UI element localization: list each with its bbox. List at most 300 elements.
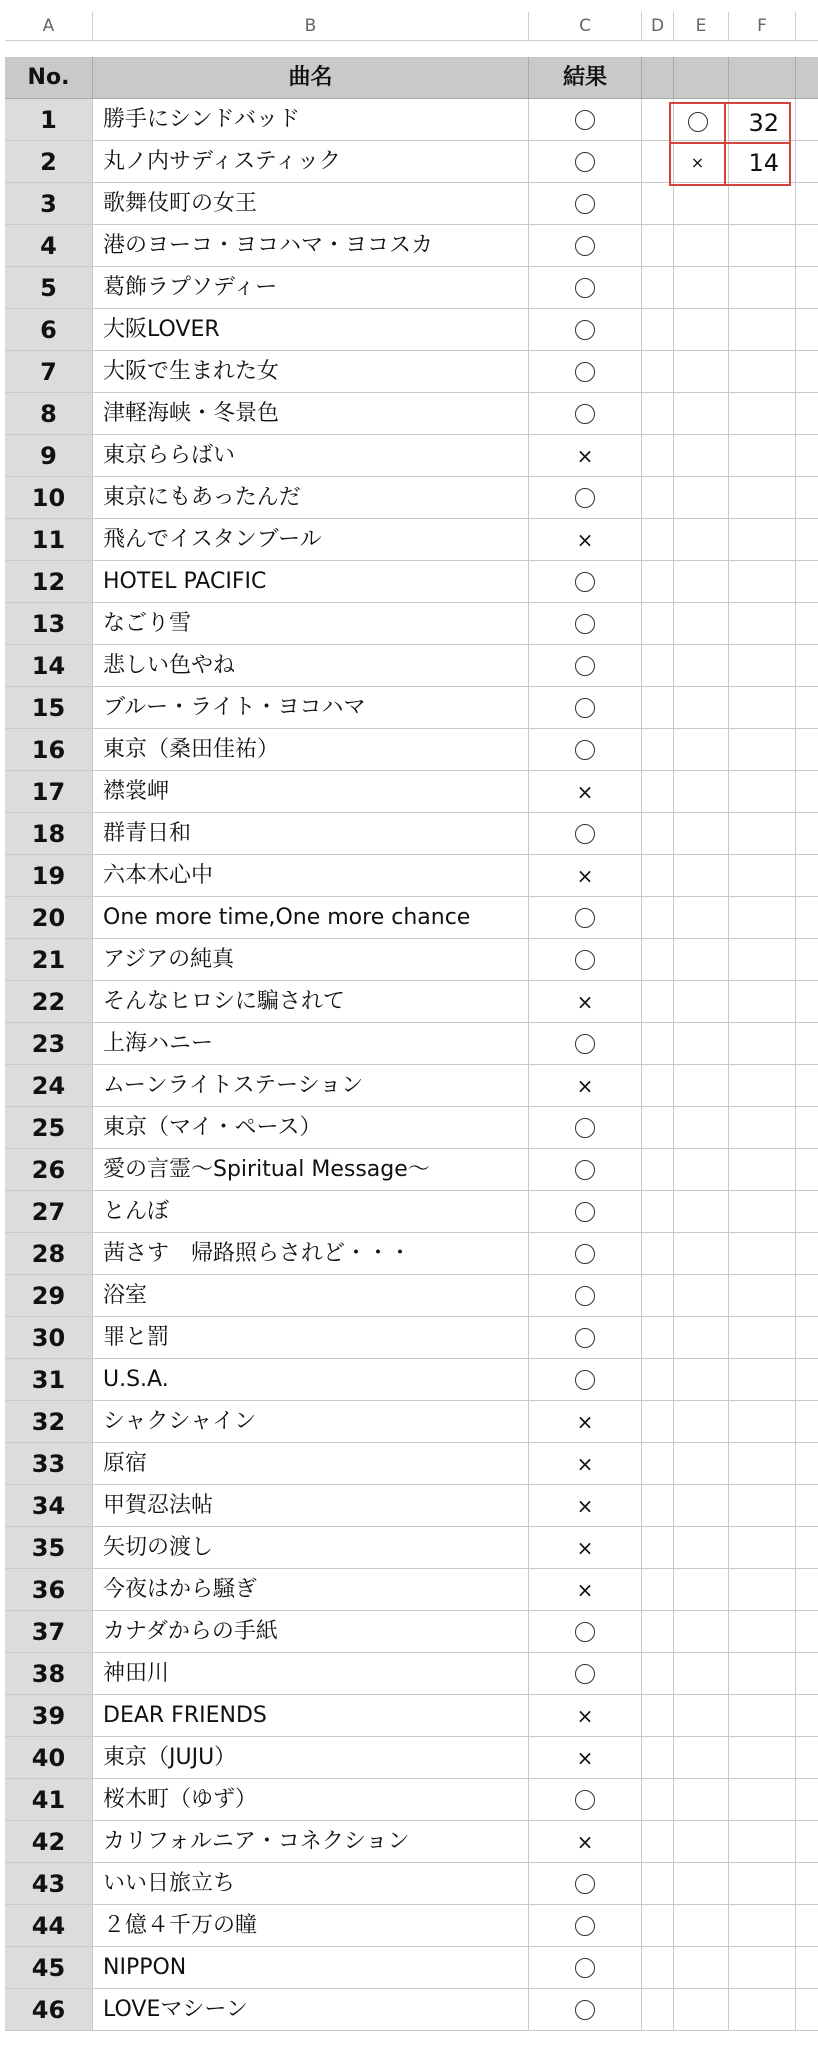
empty-cell-f[interactable] — [729, 309, 796, 351]
result-cell[interactable] — [529, 1443, 642, 1485]
empty-cell-e[interactable] — [674, 1863, 729, 1905]
empty-cell-f[interactable] — [729, 1359, 796, 1401]
empty-cell-d[interactable] — [642, 1569, 674, 1611]
row-number-cell[interactable]: 34 — [5, 1485, 93, 1527]
empty-cell-f[interactable] — [729, 1905, 796, 1947]
empty-cell-e[interactable] — [674, 771, 729, 813]
header-d-cell[interactable] — [642, 57, 674, 99]
empty-cell-d[interactable] — [642, 1863, 674, 1905]
row-number-cell[interactable]: 37 — [5, 1611, 93, 1653]
row-number-cell[interactable]: 9 — [5, 435, 93, 477]
empty-cell-g[interactable] — [796, 1737, 818, 1779]
empty-cell-e[interactable] — [674, 897, 729, 939]
empty-cell-d[interactable] — [642, 1317, 674, 1359]
empty-cell-d[interactable] — [642, 519, 674, 561]
empty-cell-d[interactable] — [642, 267, 674, 309]
row-number-cell[interactable]: 7 — [5, 351, 93, 393]
empty-cell-g[interactable] — [796, 1527, 818, 1569]
empty-cell-e[interactable] — [674, 435, 729, 477]
result-cell[interactable] — [529, 1611, 642, 1653]
row-number-cell[interactable]: 2 — [5, 141, 93, 183]
empty-cell-f[interactable] — [729, 1737, 796, 1779]
song-title-cell[interactable]: 大阪LOVER — [93, 309, 529, 351]
empty-cell-e[interactable] — [674, 1149, 729, 1191]
empty-cell-g[interactable] — [796, 1107, 818, 1149]
result-cell[interactable] — [529, 1863, 642, 1905]
song-title-cell[interactable]: U.S.A. — [93, 1359, 529, 1401]
row-number-cell[interactable]: 26 — [5, 1149, 93, 1191]
empty-cell-g[interactable] — [796, 771, 818, 813]
empty-cell-g[interactable] — [796, 99, 818, 141]
row-number-cell[interactable]: 33 — [5, 1443, 93, 1485]
empty-cell-f[interactable] — [729, 1191, 796, 1233]
song-title-cell[interactable]: そんなヒロシに騙されて — [93, 981, 529, 1023]
song-title-cell[interactable]: 東京ららばい — [93, 435, 529, 477]
row-number-cell[interactable]: 17 — [5, 771, 93, 813]
empty-cell-e[interactable] — [674, 267, 729, 309]
header-result[interactable]: 結果 — [529, 57, 642, 99]
empty-cell-d[interactable] — [642, 435, 674, 477]
song-title-cell[interactable]: 丸ノ内サディスティック — [93, 141, 529, 183]
empty-cell-e[interactable] — [674, 1695, 729, 1737]
empty-cell-g[interactable] — [796, 309, 818, 351]
result-cell[interactable] — [529, 897, 642, 939]
empty-cell-g[interactable] — [796, 1695, 818, 1737]
empty-cell-d[interactable] — [642, 729, 674, 771]
empty-cell-f[interactable] — [729, 897, 796, 939]
song-title-cell[interactable]: 群青日和 — [93, 813, 529, 855]
empty-cell-f[interactable] — [729, 1233, 796, 1275]
empty-cell-d[interactable] — [642, 351, 674, 393]
empty-cell-f[interactable] — [729, 1275, 796, 1317]
empty-cell-g[interactable] — [796, 1653, 818, 1695]
song-title-cell[interactable]: ブルー・ライト・ヨコハマ — [93, 687, 529, 729]
empty-cell-d[interactable] — [642, 1989, 674, 2031]
column-header-c[interactable]: C — [529, 12, 642, 41]
empty-cell-g[interactable] — [796, 813, 818, 855]
row-number-cell[interactable]: 41 — [5, 1779, 93, 1821]
empty-cell-d[interactable] — [642, 771, 674, 813]
result-cell[interactable] — [529, 1947, 642, 1989]
result-cell[interactable] — [529, 351, 642, 393]
empty-cell-g[interactable] — [796, 393, 818, 435]
empty-cell-f[interactable] — [729, 1485, 796, 1527]
empty-cell-e[interactable] — [674, 1191, 729, 1233]
empty-cell-g[interactable] — [796, 729, 818, 771]
empty-cell-d[interactable] — [642, 603, 674, 645]
empty-cell-e[interactable] — [674, 729, 729, 771]
empty-cell-g[interactable] — [796, 561, 818, 603]
empty-cell-f[interactable] — [729, 1779, 796, 1821]
row-number-cell[interactable]: 10 — [5, 477, 93, 519]
empty-cell-e[interactable] — [674, 351, 729, 393]
empty-cell-e[interactable] — [674, 1107, 729, 1149]
empty-cell-f[interactable] — [729, 1569, 796, 1611]
row-number-cell[interactable]: 25 — [5, 1107, 93, 1149]
song-title-cell[interactable]: DEAR FRIENDS — [93, 1695, 529, 1737]
row-number-cell[interactable]: 3 — [5, 183, 93, 225]
empty-cell-g[interactable] — [796, 183, 818, 225]
row-number-cell[interactable]: 35 — [5, 1527, 93, 1569]
row-number-cell[interactable]: 15 — [5, 687, 93, 729]
empty-cell-f[interactable] — [729, 225, 796, 267]
row-number-cell[interactable]: 42 — [5, 1821, 93, 1863]
row-number-cell[interactable]: 29 — [5, 1275, 93, 1317]
empty-cell-e[interactable] — [674, 645, 729, 687]
result-cell[interactable] — [529, 1065, 642, 1107]
empty-cell-g[interactable] — [796, 351, 818, 393]
song-title-cell[interactable]: 東京（JUJU） — [93, 1737, 529, 1779]
header-e-cell[interactable] — [674, 57, 729, 99]
empty-cell-f[interactable] — [729, 1947, 796, 1989]
empty-cell-d[interactable] — [642, 687, 674, 729]
empty-cell-g[interactable] — [796, 939, 818, 981]
song-title-cell[interactable]: 原宿 — [93, 1443, 529, 1485]
empty-cell-e[interactable] — [674, 1317, 729, 1359]
empty-cell-d[interactable] — [642, 1821, 674, 1863]
result-cell[interactable] — [529, 1779, 642, 1821]
empty-cell-e[interactable] — [674, 1065, 729, 1107]
summary-count-cell[interactable]: 14 — [724, 144, 791, 186]
empty-cell-d[interactable] — [642, 1611, 674, 1653]
song-title-cell[interactable]: LOVEマシーン — [93, 1989, 529, 2031]
empty-cell-f[interactable] — [729, 687, 796, 729]
song-title-cell[interactable]: 葛飾ラプソディー — [93, 267, 529, 309]
empty-cell-d[interactable] — [642, 1107, 674, 1149]
empty-cell-f[interactable] — [729, 603, 796, 645]
empty-cell-g[interactable] — [796, 1863, 818, 1905]
empty-cell-g[interactable] — [796, 1275, 818, 1317]
empty-cell-g[interactable] — [796, 225, 818, 267]
empty-cell-d[interactable] — [642, 939, 674, 981]
empty-cell-d[interactable] — [642, 1443, 674, 1485]
song-title-cell[interactable]: HOTEL PACIFIC — [93, 561, 529, 603]
row-number-cell[interactable]: 32 — [5, 1401, 93, 1443]
empty-cell-e[interactable] — [674, 1275, 729, 1317]
result-cell[interactable] — [529, 1905, 642, 1947]
result-cell[interactable] — [529, 1317, 642, 1359]
result-cell[interactable] — [529, 393, 642, 435]
result-cell[interactable] — [529, 729, 642, 771]
empty-cell-f[interactable] — [729, 1653, 796, 1695]
song-title-cell[interactable]: 神田川 — [93, 1653, 529, 1695]
empty-cell-g[interactable] — [796, 519, 818, 561]
row-number-cell[interactable]: 38 — [5, 1653, 93, 1695]
empty-cell-f[interactable] — [729, 1863, 796, 1905]
empty-cell-g[interactable] — [796, 1569, 818, 1611]
empty-cell-d[interactable] — [642, 813, 674, 855]
empty-cell-e[interactable] — [674, 1023, 729, 1065]
row-number-cell[interactable]: 43 — [5, 1863, 93, 1905]
column-header-b[interactable]: B — [93, 12, 529, 41]
empty-cell-d[interactable] — [642, 309, 674, 351]
empty-cell-g[interactable] — [796, 477, 818, 519]
song-title-cell[interactable]: カリフォルニア・コネクション — [93, 1821, 529, 1863]
empty-cell-g[interactable] — [796, 1023, 818, 1065]
empty-cell-d[interactable] — [642, 1695, 674, 1737]
result-cell[interactable] — [529, 1989, 642, 2031]
empty-cell-g[interactable] — [796, 1443, 818, 1485]
empty-cell-g[interactable] — [796, 267, 818, 309]
header-f-cell[interactable] — [729, 57, 796, 99]
summary-mark-cell[interactable] — [669, 102, 726, 144]
song-title-cell[interactable]: 罪と罰 — [93, 1317, 529, 1359]
empty-cell-g[interactable] — [796, 1359, 818, 1401]
empty-cell-d[interactable] — [642, 561, 674, 603]
empty-cell-d[interactable] — [642, 1527, 674, 1569]
row-number-cell[interactable]: 6 — [5, 309, 93, 351]
empty-cell-f[interactable] — [729, 1107, 796, 1149]
empty-cell-e[interactable] — [674, 1485, 729, 1527]
row-number-cell[interactable]: 8 — [5, 393, 93, 435]
empty-cell-d[interactable] — [642, 1023, 674, 1065]
empty-cell-f[interactable] — [729, 519, 796, 561]
result-cell[interactable] — [529, 183, 642, 225]
row-number-cell[interactable]: 24 — [5, 1065, 93, 1107]
song-title-cell[interactable]: 愛の言霊〜Spiritual Message〜 — [93, 1149, 529, 1191]
empty-cell-e[interactable] — [674, 1905, 729, 1947]
empty-cell-e[interactable] — [674, 1527, 729, 1569]
empty-cell-f[interactable] — [729, 477, 796, 519]
result-cell[interactable] — [529, 1359, 642, 1401]
song-title-cell[interactable]: なごり雪 — [93, 603, 529, 645]
empty-cell-f[interactable] — [729, 1149, 796, 1191]
empty-cell-g[interactable] — [796, 1485, 818, 1527]
empty-cell-g[interactable] — [796, 1947, 818, 1989]
row-number-cell[interactable]: 23 — [5, 1023, 93, 1065]
song-title-cell[interactable]: 六本木心中 — [93, 855, 529, 897]
empty-cell-d[interactable] — [642, 1779, 674, 1821]
row-number-cell[interactable]: 13 — [5, 603, 93, 645]
empty-cell-f[interactable] — [729, 1611, 796, 1653]
empty-cell-e[interactable] — [674, 603, 729, 645]
empty-cell-f[interactable] — [729, 267, 796, 309]
song-title-cell[interactable]: 襟裳岬 — [93, 771, 529, 813]
empty-cell-g[interactable] — [796, 141, 818, 183]
empty-cell-e[interactable] — [674, 1359, 729, 1401]
row-number-cell[interactable]: 19 — [5, 855, 93, 897]
song-title-cell[interactable]: 茜さす 帰路照らされど・・・ — [93, 1233, 529, 1275]
result-cell[interactable] — [529, 1191, 642, 1233]
song-title-cell[interactable]: 東京（桑田佳祐） — [93, 729, 529, 771]
empty-cell-d[interactable] — [642, 1947, 674, 1989]
result-cell[interactable] — [529, 267, 642, 309]
song-title-cell[interactable]: カナダからの手紙 — [93, 1611, 529, 1653]
song-title-cell[interactable]: 桜木町（ゆず） — [93, 1779, 529, 1821]
row-number-cell[interactable]: 39 — [5, 1695, 93, 1737]
song-title-cell[interactable]: 勝手にシンドバッド — [93, 99, 529, 141]
row-number-cell[interactable]: 46 — [5, 1989, 93, 2031]
result-cell[interactable] — [529, 1527, 642, 1569]
column-header-a[interactable]: A — [5, 12, 93, 41]
empty-cell-f[interactable] — [729, 1023, 796, 1065]
result-cell[interactable] — [529, 855, 642, 897]
result-cell[interactable] — [529, 519, 642, 561]
empty-cell-e[interactable] — [674, 393, 729, 435]
empty-cell-g[interactable] — [796, 1779, 818, 1821]
empty-cell-e[interactable] — [674, 183, 729, 225]
empty-cell-d[interactable] — [642, 225, 674, 267]
empty-cell-g[interactable] — [796, 1233, 818, 1275]
row-number-cell[interactable]: 21 — [5, 939, 93, 981]
row-number-cell[interactable]: 16 — [5, 729, 93, 771]
empty-cell-d[interactable] — [642, 1233, 674, 1275]
result-cell[interactable] — [529, 561, 642, 603]
result-cell[interactable] — [529, 1737, 642, 1779]
song-title-cell[interactable]: NIPPON — [93, 1947, 529, 1989]
song-title-cell[interactable]: ムーンライトステーション — [93, 1065, 529, 1107]
song-title-cell[interactable]: 津軽海峡・冬景色 — [93, 393, 529, 435]
empty-cell-e[interactable] — [674, 1989, 729, 2031]
empty-cell-f[interactable] — [729, 729, 796, 771]
empty-cell-d[interactable] — [642, 1905, 674, 1947]
empty-cell-g[interactable] — [796, 1905, 818, 1947]
empty-cell-d[interactable] — [642, 1149, 674, 1191]
song-title-cell[interactable]: 今夜はから騒ぎ — [93, 1569, 529, 1611]
row-number-cell[interactable]: 22 — [5, 981, 93, 1023]
empty-cell-g[interactable] — [796, 603, 818, 645]
song-title-cell[interactable]: シャクシャイン — [93, 1401, 529, 1443]
empty-cell-f[interactable] — [729, 351, 796, 393]
song-title-cell[interactable]: One more time,One more chance — [93, 897, 529, 939]
header-title[interactable]: 曲名 — [93, 57, 529, 99]
result-cell[interactable] — [529, 435, 642, 477]
empty-cell-f[interactable] — [729, 1443, 796, 1485]
result-cell[interactable] — [529, 1107, 642, 1149]
empty-cell-e[interactable] — [674, 477, 729, 519]
empty-cell-g[interactable] — [796, 981, 818, 1023]
empty-cell-e[interactable] — [674, 687, 729, 729]
empty-cell-f[interactable] — [729, 1989, 796, 2031]
empty-cell-e[interactable] — [674, 939, 729, 981]
row-number-cell[interactable]: 30 — [5, 1317, 93, 1359]
row-number-cell[interactable]: 27 — [5, 1191, 93, 1233]
song-title-cell[interactable]: 飛んでイスタンブール — [93, 519, 529, 561]
song-title-cell[interactable]: 東京にもあったんだ — [93, 477, 529, 519]
row-number-cell[interactable]: 5 — [5, 267, 93, 309]
result-cell[interactable] — [529, 1695, 642, 1737]
song-title-cell[interactable]: いい日旅立ち — [93, 1863, 529, 1905]
empty-cell-d[interactable] — [642, 897, 674, 939]
result-cell[interactable] — [529, 1569, 642, 1611]
row-number-cell[interactable]: 20 — [5, 897, 93, 939]
row-number-cell[interactable]: 36 — [5, 1569, 93, 1611]
row-number-cell[interactable]: 45 — [5, 1947, 93, 1989]
result-cell[interactable] — [529, 225, 642, 267]
empty-cell-d[interactable] — [642, 1485, 674, 1527]
column-header-d[interactable]: D — [642, 12, 674, 41]
empty-cell-g[interactable] — [796, 897, 818, 939]
empty-cell-f[interactable] — [729, 435, 796, 477]
row-number-cell[interactable]: 18 — [5, 813, 93, 855]
empty-cell-g[interactable] — [796, 687, 818, 729]
result-cell[interactable] — [529, 813, 642, 855]
empty-cell-d[interactable] — [642, 1275, 674, 1317]
empty-cell-g[interactable] — [796, 1989, 818, 2031]
empty-cell-g[interactable] — [796, 1611, 818, 1653]
row-number-cell[interactable]: 1 — [5, 99, 93, 141]
empty-cell-f[interactable] — [729, 771, 796, 813]
empty-cell-e[interactable] — [674, 225, 729, 267]
header-no[interactable]: No. — [5, 57, 93, 99]
empty-cell-d[interactable] — [642, 1359, 674, 1401]
header-g-cell[interactable] — [796, 57, 818, 99]
song-title-cell[interactable]: 矢切の渡し — [93, 1527, 529, 1569]
result-cell[interactable] — [529, 603, 642, 645]
result-cell[interactable] — [529, 1233, 642, 1275]
empty-cell-f[interactable] — [729, 1695, 796, 1737]
empty-cell-d[interactable] — [642, 1737, 674, 1779]
empty-cell-f[interactable] — [729, 183, 796, 225]
empty-cell-d[interactable] — [642, 645, 674, 687]
row-number-cell[interactable]: 44 — [5, 1905, 93, 1947]
empty-cell-e[interactable] — [674, 561, 729, 603]
empty-cell-f[interactable] — [729, 1401, 796, 1443]
song-title-cell[interactable]: 東京（マイ・ペース） — [93, 1107, 529, 1149]
empty-cell-f[interactable] — [729, 939, 796, 981]
empty-cell-e[interactable] — [674, 1779, 729, 1821]
result-cell[interactable] — [529, 1023, 642, 1065]
song-title-cell[interactable]: 大阪で生まれた女 — [93, 351, 529, 393]
empty-cell-e[interactable] — [674, 1737, 729, 1779]
empty-cell-g[interactable] — [796, 645, 818, 687]
summary-mark-cell[interactable]: × — [669, 144, 726, 186]
empty-cell-d[interactable] — [642, 477, 674, 519]
row-number-cell[interactable]: 28 — [5, 1233, 93, 1275]
result-cell[interactable] — [529, 1149, 642, 1191]
song-title-cell[interactable]: とんぼ — [93, 1191, 529, 1233]
empty-cell-e[interactable] — [674, 1653, 729, 1695]
empty-cell-d[interactable] — [642, 1653, 674, 1695]
result-cell[interactable] — [529, 1821, 642, 1863]
empty-cell-g[interactable] — [796, 435, 818, 477]
row-number-cell[interactable]: 11 — [5, 519, 93, 561]
result-cell[interactable] — [529, 1401, 642, 1443]
result-cell[interactable] — [529, 477, 642, 519]
empty-cell-g[interactable] — [796, 855, 818, 897]
empty-cell-e[interactable] — [674, 1233, 729, 1275]
empty-cell-d[interactable] — [642, 1065, 674, 1107]
song-title-cell[interactable]: 歌舞伎町の女王 — [93, 183, 529, 225]
empty-cell-d[interactable] — [642, 981, 674, 1023]
empty-cell-e[interactable] — [674, 519, 729, 561]
row-number-cell[interactable]: 14 — [5, 645, 93, 687]
column-header-e[interactable]: E — [674, 12, 729, 41]
empty-cell-f[interactable] — [729, 813, 796, 855]
empty-cell-e[interactable] — [674, 1443, 729, 1485]
song-title-cell[interactable]: 港のヨーコ・ヨコハマ・ヨコスカ — [93, 225, 529, 267]
empty-cell-d[interactable] — [642, 855, 674, 897]
empty-cell-d[interactable] — [642, 1191, 674, 1233]
empty-cell-e[interactable] — [674, 1569, 729, 1611]
song-title-cell[interactable]: ２億４千万の瞳 — [93, 1905, 529, 1947]
song-title-cell[interactable]: 上海ハニー — [93, 1023, 529, 1065]
summary-count-cell[interactable]: 32 — [724, 102, 791, 144]
song-title-cell[interactable]: アジアの純真 — [93, 939, 529, 981]
empty-cell-f[interactable] — [729, 1821, 796, 1863]
empty-cell-e[interactable] — [674, 1821, 729, 1863]
result-cell[interactable] — [529, 99, 642, 141]
column-header-g[interactable] — [796, 12, 818, 41]
result-cell[interactable] — [529, 1485, 642, 1527]
empty-cell-g[interactable] — [796, 1401, 818, 1443]
result-cell[interactable] — [529, 939, 642, 981]
row-number-cell[interactable]: 4 — [5, 225, 93, 267]
result-cell[interactable] — [529, 309, 642, 351]
result-cell[interactable] — [529, 687, 642, 729]
empty-cell-e[interactable] — [674, 309, 729, 351]
empty-cell-e[interactable] — [674, 1401, 729, 1443]
